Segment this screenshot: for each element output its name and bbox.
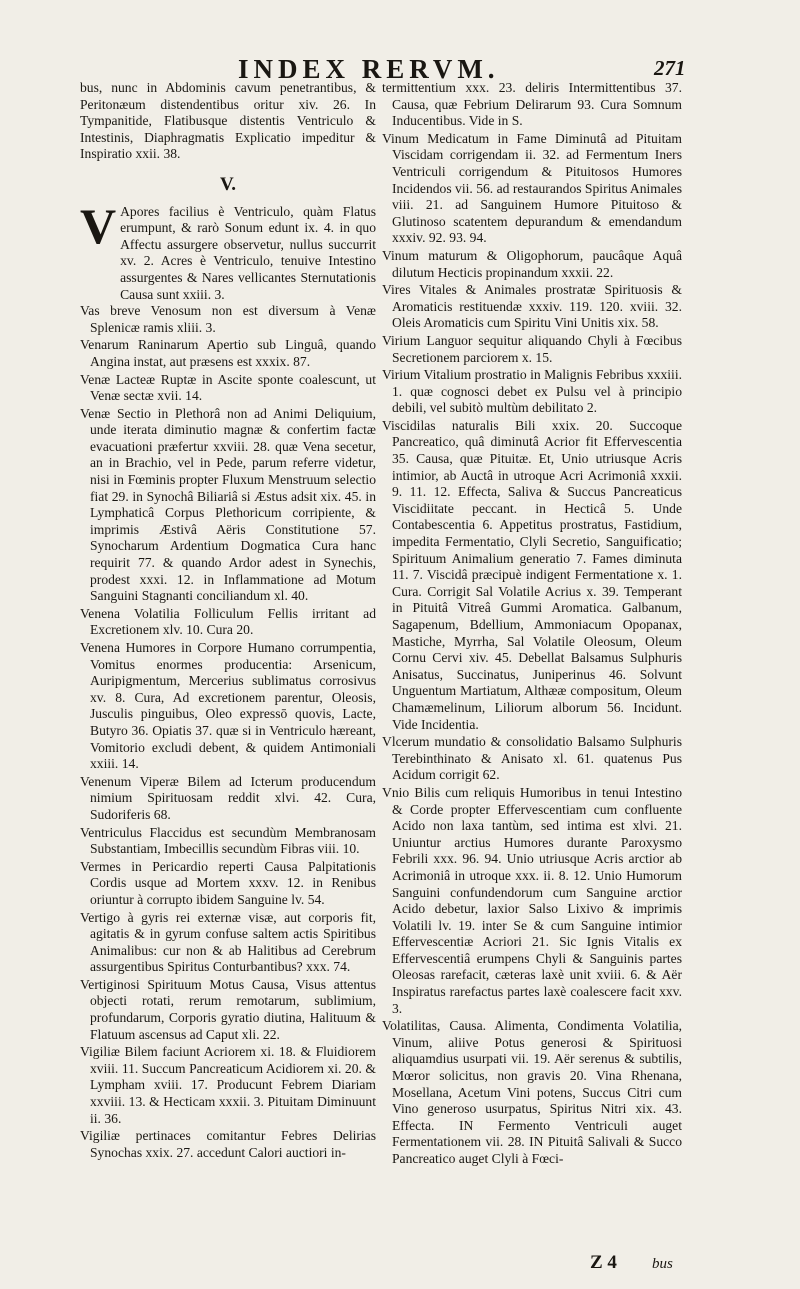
index-entry: Venenum Viperæ Bilem ad Icterum producendum nimium Spirituosam reddit xlvi. 42. Cura, Sudoriferis 68.	[80, 773, 376, 822]
index-entry: Venæ Sectio in Plethorâ non ad Animi Deliquium, unde iterata diminutio magnæ & confertim factæ evacuationi præfertur xxviii. 28. quæ Vena secetur, an in Brachio, vel in Pede, parum referre videtur, nisi in Fœminis propter Fluxum Menstruum selectio fiat 29. in Synochâ Biliariâ si Æstus adsit xix. 45. in Lymphaticâ Corpus Plethoricum corripiente, & imprimis Æstivâ Aëris Constitutione 57. Synocharum Ardentium Dogmatica Cura hanc requirit 77. & quando Ardor adest in Synechis, prodest xxxi. 12. in Inflammatione ad Motum Sanguini Stagnanti conciliandum xl. 40.	[80, 405, 376, 604]
left-column	[80, 80, 376, 1258]
index-entry: Vlcerum mundatio & consolidatio Balsamo Sulphuris Terebinthinato & Anisato xl. 61. quatenus Pus Acidum corrigit 62.	[382, 734, 682, 783]
index-entry: Virium Languor sequitur aliquando Chyli à Fœcibus Secretionem parciorem x. 15.	[382, 332, 682, 365]
index-entry: Ventriculus Flaccidus est secundùm Membranosam Substantiam, Imbecillis secundùm Fibras viii. 10.	[80, 824, 376, 857]
index-entry: Vigiliæ pertinaces comitantur Febres Delirias Synochas xxix. 27. accedunt Calori auctiori in-	[80, 1128, 376, 1160]
gathering-signature: Z 4	[590, 1252, 617, 1273]
right-column	[382, 80, 682, 1258]
index-entry: Venena Volatilia Folliculum Fellis irritant ad Excretionem xlv. 10. Cura 20.	[80, 605, 376, 638]
index-entry: Vires Vitales & Animales prostratæ Spirituosis & Aromaticis restituendæ xxxiv. 119. 120. xviii. 32. Oleis Aromaticis cum Spiritu Vini Unitis xix. 58.	[382, 282, 682, 331]
index-entry: Viscidilas naturalis Bili xxix. 20. Succoque Pancreatico, quâ diminutâ Acrior fit Effervescentia 35. Causa, quæ Pituitæ. Et, Unio utriusque Acris intimior, ab Auctâ in utroque Acri Acrimoniâ xxxii. 9. 11. 12. Effecta, Saliva & Succus Pancreaticus Viscidiitate peccant. in Hecticâ 5. Unde Contabescentia 6. Appetitus prostratus, Fastidium, impedita Fermentatio, Clyli Secretio, Sanguificatio; Spirituum Animalium generatio 7. Fames diminuta 11. 7. Viscidâ præcipuè indigent Fermentatione x. 1. Cura. Corrigit Sal Volatile Acrius x. 39. Temperant in Pituitâ Vitreâ Gummi Aromatica. Galbanum, Sagapenum, Bdellium, Ammoniacum Opopanax, Mastiche, Myrrha, Sal Volatile Oleosum, Oleum Cornu Cervi xiv. 45. Debellat Balsamus Sulphuris Anisatus, Succinatus, Juniperinus 46. Solvunt Unguentum Martiatum, Althææ compositum, Oleum Chamæmelinum, Liliorum alborum 56. Incidunt. Vide Incidentia.	[382, 417, 682, 732]
running-header	[0, 52, 800, 82]
continuation-paragraph: bus, nunc in Abdominis cavum penetrantibus, & Peritonæum distendentibus oritur xiv. 26. In Tympanitide, Flatibusque distentis Ventriculo & Intestinis, Diaphragmatis Explicatio impeditur & Inspiratio xxii. 38.	[80, 80, 376, 162]
drop-cap-initial: V	[80, 197, 117, 254]
page-number: 271	[654, 56, 686, 80]
first-entry	[80, 197, 376, 304]
index-entry: Vermes in Pericardio reperti Causa Palpitationis Cordis usque ad Mortem xxxv. 12. in Renibus oriuntur à corrupto ibidem Sanguine lv. 54.	[80, 858, 376, 907]
index-entry: termittentium xxx. 23. deliris Intermittentibus 37. Causa, quæ Febrium Delirarum 93. Cura Somnum Inducentibus. Vide in S.	[382, 80, 682, 129]
section-letter-heading: V.	[219, 173, 237, 195]
first-entry-text: Apores facilius è Ventriculo, quàm Flatus erumpunt, & rarò Sonum edunt ix. 4. in quo Affectu assurgere observetur, nullus succurrit xv. 2. Acres è Ventriculo, tenuive Intestino assurgentes & Nares vellicantes Sternutationis Causa sunt xxiii. 3.	[120, 203, 376, 302]
index-entry: Venæ Lacteæ Ruptæ in Ascite sponte coalescunt, ut Venæ sectæ xvii. 14.	[80, 371, 376, 404]
index-entry: Venarum Raninarum Apertio sub Linguâ, quando Angina instat, aut præsens est xxxix. 87.	[80, 337, 376, 369]
page-title: INDEX RERVM.	[238, 54, 500, 84]
catchword: bus	[652, 1256, 673, 1272]
index-entry: Vinum Medicatum in Fame Diminutâ ad Pituitam Viscidam corrigendam ii. 32. ad Fermentum Iners Ventriculi corrigendum & Pituitosos Humores Incidendos vii. 56. ad restaurandos Spiritus Animales viii. 21. ad Sanguinem Humore Pituitoso & Glutinoso scatentem depurandum & emendandum xxxiv. 92. 93. 94.	[382, 130, 682, 246]
index-entry: Vinum maturum & Oligophorum, paucâque Aquâ dilutum Hecticis propinandum xxxii. 22.	[382, 247, 682, 280]
index-entry: Venena Humores in Corpore Humano corrumpentia, Vomitus enormes producentia: Arsenicum, Auripigmentum, Mercerius sublimatus corrosivus xv. 8. Cura, Ad excretionem parentur, Oleosis, Jusculis pinguibus, Oleo expressō quovis, Lacte, Butyro 36. Opiatis 37. quæ si in Ventriculo hæreant, Vomitorio excludi debent, & quidem Antimoniali xxiii. 14.	[80, 640, 376, 772]
index-entry: Virium Vitalium prostratio in Malignis Febribus xxxiii. 1. quæ cognosci debet ex Pulsu vel à principio debili, vel subitò multùm debilitato 2.	[382, 367, 682, 416]
index-entry: Vertigo à gyris rei externæ visæ, aut corporis fit, agitatis & in gyrum confuse saltem actis Spiritibus Animalibus: cur non & ab Halitibus ad Cerebrum assurgentibus Spiritus Conturbantibus? xxx. 74.	[80, 909, 376, 975]
index-entry: Vas breve Venosum non est diversum à Venæ Splenicæ ramis xliii. 3.	[80, 303, 376, 335]
index-entry: Vertiginosi Spirituum Motus Causa, Visus attentus objecti rotati, rerum remotarum, sublimium, profundarum, Corporis gyratio diutina, Halituum & Flatuum ascensus ad Caput xli. 22.	[80, 976, 376, 1042]
index-entry: Vigiliæ Bilem faciunt Acriorem xi. 18. & Fluidiorem xviii. 11. Succum Pancreaticum Acidiorem xi. 20. & Lympham xviii. 17. Producunt Febrem Diariam xxviii. 13. & Hecticam xxxii. 3. Pituitam Diminuunt ii. 36.	[80, 1044, 376, 1126]
index-entry: Volatilitas, Causa. Alimenta, Condimenta Volatilia, Vinum, aliive Potus generosi & Spirituosi aliquamdius usurpati vii. 19. Aër serenus & subtilis, Mœror solicitus, non gravis 20. Vina Rhenana, Mosellana, Acetum Vini potens, Succus Citri cum Vino generoso usurpatus, Spiritus Nitri xix. 43. Effecta. IN Fermento Ventriculi auget Fermentationem vii. 28. IN Pituitâ Salivali & Succo Pancreatico auget Clyli à Fœci-	[382, 1018, 682, 1166]
index-entry: Vnio Bilis cum reliquis Humoribus in tenui Intestino & Corde propter Effervescentiam cum confluente Acido non laxa tantùm, sed intima est xlvi. 21. Uniuntur arctius Humores durante Paroxysmo Febrili xxx. 96. 94. Unio utriusque Acris arctior ab Acrimoniâ in utroque xxx. ii. 8. 12. Unio Humorum Sanguini confundendorum cum Sanguine arctior Acido debetur, laxior Salso Lixivo & imprimis Volatili lv. 19. inter Se & cum Sanguine intimior Effervescentiæ Acriori 21. Sic Ignis Vitalis ex Effervescentiâ erumpens Chyli & Sanguinis partes Oleosas rarefacit, cæteras laxè unit xviii. 6. & Aër Inspiratus rarefactus partes laxè coalescere facit xxv. 3.	[382, 784, 682, 1016]
page-footer	[590, 1252, 700, 1278]
